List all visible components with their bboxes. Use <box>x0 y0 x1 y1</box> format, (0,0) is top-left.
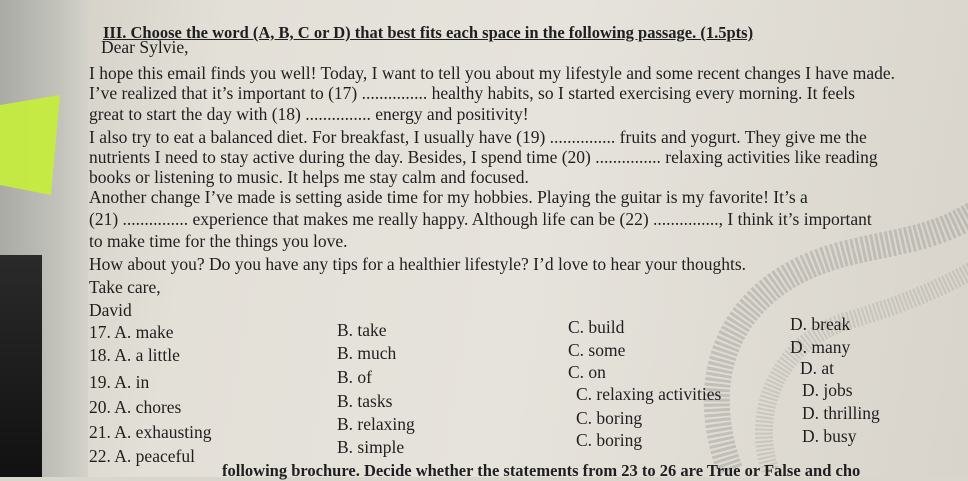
letter-line: I’ve realized that it’s important to (17) ............... healthy habits, so I started exercising every morning. It feels <box>89 83 855 103</box>
question-20-option-b: B. tasks <box>337 391 393 411</box>
next-section-instruction: following brochure. Decide whether the statements from 23 to 26 are True or False and cho <box>222 461 861 480</box>
question-19-option-c: C. on <box>568 362 606 382</box>
question-18-option-c: C. some <box>568 340 626 360</box>
letter-line: (21) ............... experience that makes me really happy. Although life can be (22) ..............., I think it’s important <box>89 209 872 229</box>
question-21-option-b: B. relaxing <box>337 414 415 434</box>
letter-line: I hope this email finds you well! Today, I want to tell you about my lifestyle and some recent changes I have made. <box>89 63 895 83</box>
question-18-option-b: B. much <box>337 343 397 363</box>
question-20-option-c: C. relaxing activities <box>576 384 722 404</box>
question-17-option-b: B. take <box>337 320 387 340</box>
letter-line: to make time for the things you love. <box>89 231 348 251</box>
question-21-option-c: C. boring <box>576 408 643 428</box>
question-17-option-d: D. break <box>790 314 851 334</box>
question-22-option-d: D. busy <box>802 426 857 446</box>
letter-line: books or listening to music. It helps me stay calm and focused. <box>89 167 529 187</box>
question-20-option-a: 20. A. chores <box>89 397 182 417</box>
question-22-option-a: 22. A. peaceful <box>89 446 195 466</box>
question-19-option-d: D. at <box>800 358 835 378</box>
letter-signature: David <box>89 300 132 320</box>
letter-line: I also try to eat a balanced diet. For breakfast, I usually have (19) ............... fruits and yogurt. They give me the <box>89 127 867 147</box>
letter-line: Another change I’ve made is setting aside time for my hobbies. Playing the guitar is my favorite! It’s a <box>89 187 808 207</box>
letter-line: great to start the day with (18) ............... energy and positivity! <box>89 104 529 124</box>
green-sticky-tab <box>0 95 60 195</box>
question-21-option-a: 21. A. exhausting <box>89 422 212 442</box>
letter-line: How about you? Do you have any tips for a healthier lifestyle? I’d love to hear your thoughts. <box>89 254 747 274</box>
letter-line: nutrients I need to stay active during the day. Besides, I spend time (20) ............... relaxing activities like reading <box>89 147 878 167</box>
letter-greeting: Dear Sylvie, <box>101 37 189 57</box>
question-17-option-c: C. build <box>568 317 625 337</box>
question-19-option-a: 19. A. in <box>89 372 150 392</box>
section-heading: III. Choose the word (A, B, C or D) that best fits each space in the following passage. (1.5pts) <box>103 23 754 42</box>
question-22-option-b: B. simple <box>337 437 405 457</box>
question-21-option-d: D. thrilling <box>802 403 880 423</box>
question-20-option-d: D. jobs <box>802 380 853 400</box>
letter-closing: Take care, <box>89 277 161 297</box>
question-18-option-d: D. many <box>790 337 851 357</box>
dark-margin-block <box>0 255 42 477</box>
question-22-option-c: C. boring <box>576 430 643 450</box>
question-18-option-a: 18. A. a little <box>89 345 180 365</box>
question-17-option-a: 17. A. make <box>89 322 174 342</box>
question-19-option-b: B. of <box>337 367 372 387</box>
